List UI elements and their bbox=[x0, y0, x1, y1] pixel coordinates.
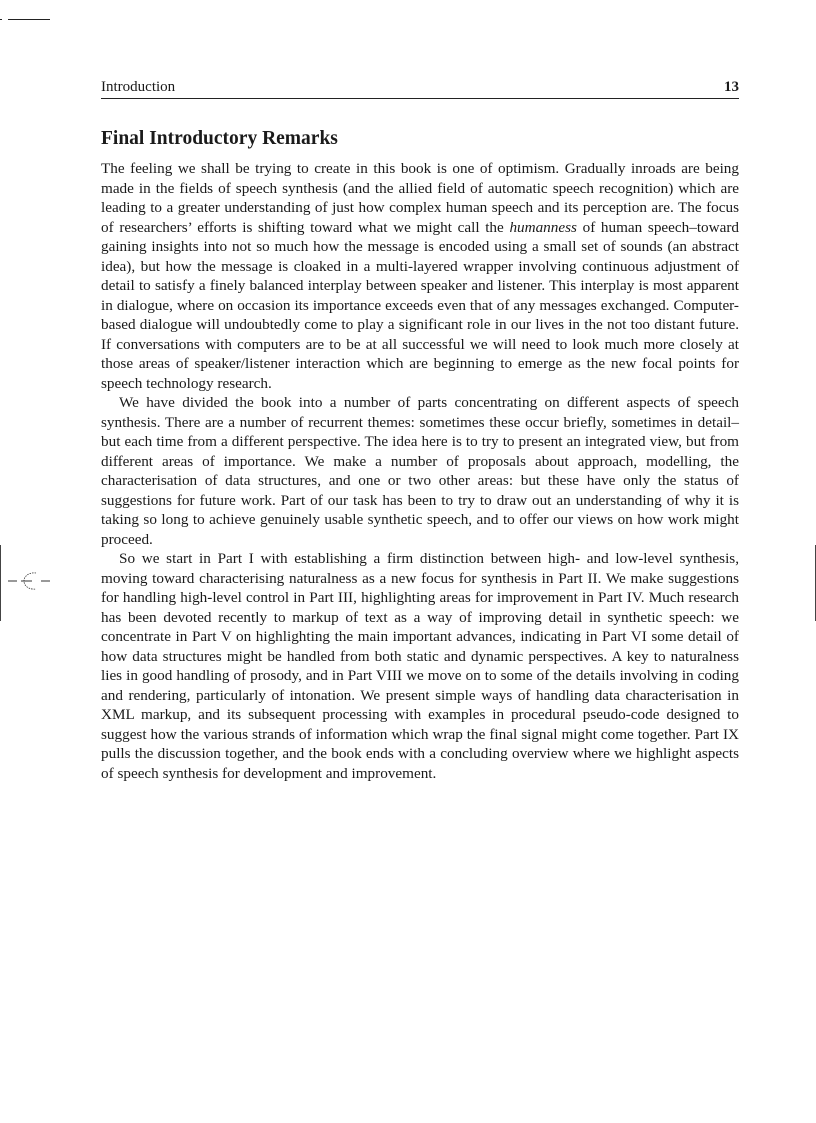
paragraph-2: We have divided the book into a number of parts concentrating on different aspects of speech synthesis. There are a number of recurrent themes: sometimes these occur briefly, sometimes in detail–but each time from a different perspective. The idea here is to try to present an integrated view, but from different areas of importance. We make a number of proposals about approach, modelling, the characterisation of data structures, and one or two other areas: but these have only the status of suggestions for future work. Part of our task has been to try to draw out an understanding of why it is taking so long to achieve genuinely usable synthetic speech, and to offer our views on how work might proceed. bbox=[101, 394, 739, 548]
paragraph-3: So we start in Part I with establishing a firm distinction between high- and low-level synthesis, moving toward characterising naturalness as a new focus for synthesis in Part II. We make suggestions for handling high-level control in Part III, highlighting areas for improvement in Part IV. Much research has been devoted recently to markup of text as a way of improving detail in synthetic speech: we concentrate in Part V on highlighting the main important advances, indicating in Part VI some detail of how data structures might be handled from both static and dynamic perspectives. A key to naturalness lies in good handling of prosody, and in Part VIII we move on to some of the details involving in coding and rendering, particularly of intonation. We present simple ways of handling data characterisation in XML markup, and its subsequent processing with examples in procedural pseudo-code designed to suggest how the various strands of information which wrap the final signal might come together. Part IX pulls the discussion together, and the book ends with a concluding overview where we highlight aspects of speech synthesis for development and improvement. bbox=[101, 550, 739, 782]
crop-mark-dot bbox=[0, 19, 2, 20]
paragraph-1 bbox=[101, 159, 739, 393]
registration-mark-icon bbox=[8, 570, 52, 592]
paragraph-1-text-end: of human speech–toward gaining insights into not so much how the message is encoded using a small set of sounds (an abstract idea), but how the message is cloaked in a multi-layered wrapper involving continuous adjustment of detail to satisfy a finely balanced interplay between speaker and listener. This interplay is most apparent in dialogue, where on occasion its importance exceeds even that of any messages exchanged. Computer-based dialogue will undoubtedly come to play a significant role in our lives in the not too distant future. If conversations with computers are to be at all successful we will need to look much more closely at those areas of speaker/listener interaction which are beginning to emerge as the new focal points for speech technology research. bbox=[101, 218, 740, 392]
crop-mark-left-edge bbox=[0, 545, 1, 621]
emphasized-term: humanness bbox=[509, 218, 577, 236]
page-number: 13 bbox=[724, 79, 739, 95]
page-body bbox=[101, 126, 739, 783]
running-header-section: Introduction bbox=[101, 79, 176, 95]
paragraph-1-text-start: The feeling we shall be trying to create in this book is one of optimism. Gradually inroads are being made in the fields of speech synthesis (and the allied field of automatic speech recognition) which are leading to a greater understanding of just how complex human speech and its perception are. The focus of researchers’ efforts is shifting toward what we might call the bbox=[101, 160, 739, 236]
running-header bbox=[101, 78, 739, 99]
crop-mark-top-left bbox=[8, 19, 50, 20]
section-heading: Final Introductory Remarks bbox=[101, 128, 338, 149]
